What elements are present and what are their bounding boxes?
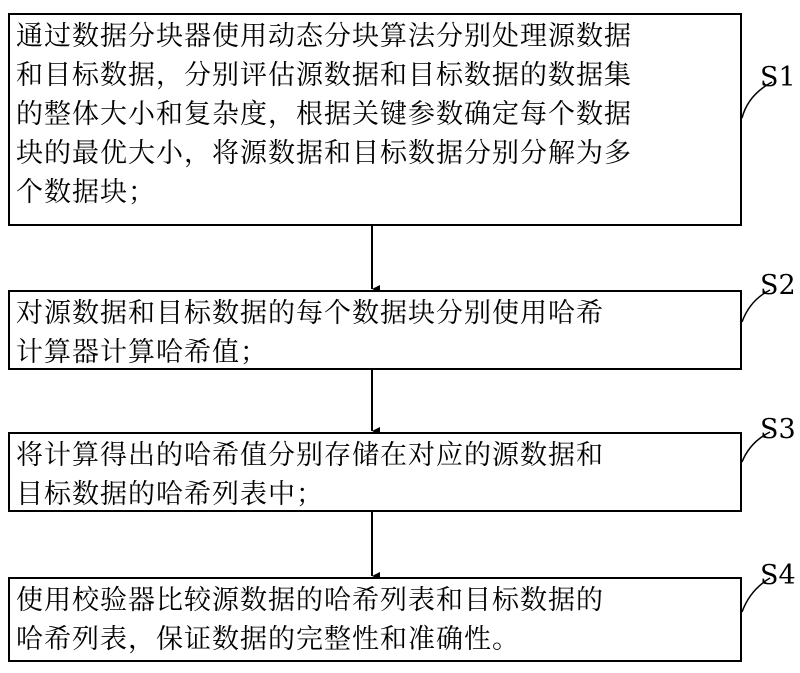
step-box-s4	[8, 577, 742, 662]
step-text-line: 计算器计算哈希值；	[16, 337, 268, 368]
step-text-line: 和目标数据，分别评估源数据和目标数据的数据集	[16, 60, 632, 91]
step-label-s4: S4	[760, 560, 796, 591]
step-text-line: 使用校验器比较源数据的哈希列表和目标数据的	[16, 585, 604, 616]
step-box-s1	[8, 13, 742, 226]
step-text-line: 目标数据的哈希列表中；	[16, 479, 324, 510]
step-text-line: 对源数据和目标数据的每个数据块分别使用哈希	[16, 298, 604, 329]
step-label-s1: S1	[760, 62, 796, 93]
step-text-line: 的整体大小和复杂度，根据关键参数确定每个数据	[16, 99, 632, 130]
step-box-s3	[8, 432, 742, 512]
step-text-line: 个数据块；	[16, 177, 156, 208]
step-label-s3: S3	[760, 414, 796, 445]
step-box-s2	[8, 290, 742, 370]
step-text-line: 通过数据分块器使用动态分块算法分别处理源数据	[16, 21, 632, 52]
step-label-s2: S2	[760, 270, 796, 301]
step-text-line: 哈希列表，保证数据的完整性和准确性。	[16, 624, 520, 655]
step-text-line: 将计算得出的哈希值分别存储在对应的源数据和	[16, 440, 604, 471]
step-text-line: 块的最优大小，将源数据和目标数据分别分解为多	[16, 138, 632, 169]
